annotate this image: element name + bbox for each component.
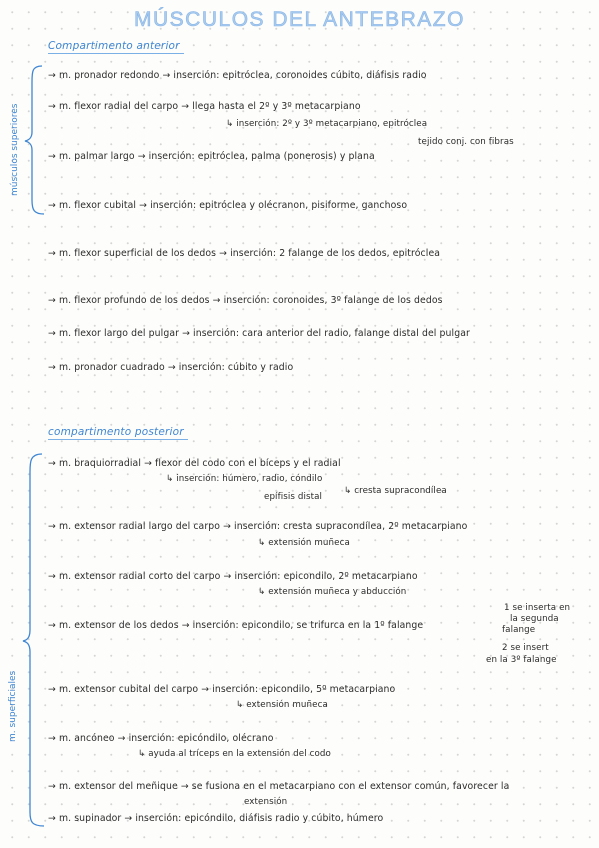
note-line: en la 3º falange <box>486 655 557 665</box>
note-line: ↳ cresta supracondílea <box>344 486 447 496</box>
note-line: → m. extensor radial corto del carpo → inserción: epicondilo, 2º metacarpiano <box>48 571 418 582</box>
note-line: → m. extensor del meñique → se fusiona en el metacarpiano con el extensor común, favorecer la <box>48 781 510 792</box>
note-line: ↳ extensión muñeca <box>236 700 328 710</box>
note-line: → m. extensor de los dedos → inserción: epicondilo, se trifurca en la 1º falange <box>48 620 424 631</box>
note-line: → m. flexor cubital → inserción: epitróclea y olécranon, pisiforme, ganchoso <box>48 200 408 211</box>
note-line: → m. flexor radial del carpo → llega hasta el 2º y 3º metacarpiano <box>48 101 361 112</box>
note-line: ↳ extensión muñeca <box>258 538 350 548</box>
note-line: ↳ inserción: húmero, radio, cóndilo <box>166 474 323 484</box>
note-line: 2 se insert <box>502 643 549 653</box>
note-line: → m. supinador → inserción: epicóndilo, diáfisis radio y cúbito, húmero <box>48 813 384 824</box>
note-line: → m. flexor superficial de los dedos → inserción: 2 falange de los dedos, epitróclea <box>48 248 441 259</box>
note-line: → m. braquiorradial → flexor del codo con el bíceps y el radial <box>48 458 341 469</box>
note-line: extensión <box>244 797 288 807</box>
page-title: MÚSCULOS DEL ANTEBRAZO <box>134 8 465 31</box>
note-line: ↳ extensión muñeca y abducción <box>258 587 407 597</box>
section-heading-anterior: Compartimento anterior <box>48 40 180 52</box>
note-line: falange <box>502 625 536 635</box>
note-line: epífisis distal <box>264 492 323 502</box>
note-line: ↳ ayuda al tríceps en la extensión del codo <box>138 749 331 759</box>
note-line: → m. pronador redondo → inserción: epitróclea, coronoides cúbito, diáfisis radio <box>48 70 427 81</box>
group-label-superficiales: m. superficiales <box>8 670 18 742</box>
section-heading-posterior: compartimento posterior <box>48 426 184 438</box>
note-line: → m. extensor cubital del carpo → inserción: epicondilo, 5º metacarpiano <box>48 684 396 695</box>
note-line: → m. flexor profundo de los dedos → inserción: coronoides, 3º falange de los dedos <box>48 295 443 306</box>
note-line: → m. palmar largo → inserción: epitróclea, palma (ponerosis) y plana <box>48 151 375 162</box>
note-line: tejido conj. con fibras <box>418 137 514 147</box>
note-line: → m. ancóneo → inserción: epicóndilo, olécrano <box>48 733 274 744</box>
note-line: → m. flexor largo del pulgar → inserción: cara anterior del radio, falange distal del pulgar <box>48 328 470 339</box>
note-line: ↳ inserción: 2º y 3º metacarpiano, epitróclea <box>226 119 428 129</box>
note-line: la segunda <box>510 614 559 624</box>
note-line: 1 se inserta en <box>504 603 571 613</box>
note-line: → m. extensor radial largo del carpo → inserción: cresta supracondílea, 2º metacarpiano <box>48 521 468 532</box>
group-label-superiores: músculos superiores <box>10 103 20 196</box>
note-line: → m. pronador cuadrado → inserción: cúbito y radio <box>48 362 294 373</box>
